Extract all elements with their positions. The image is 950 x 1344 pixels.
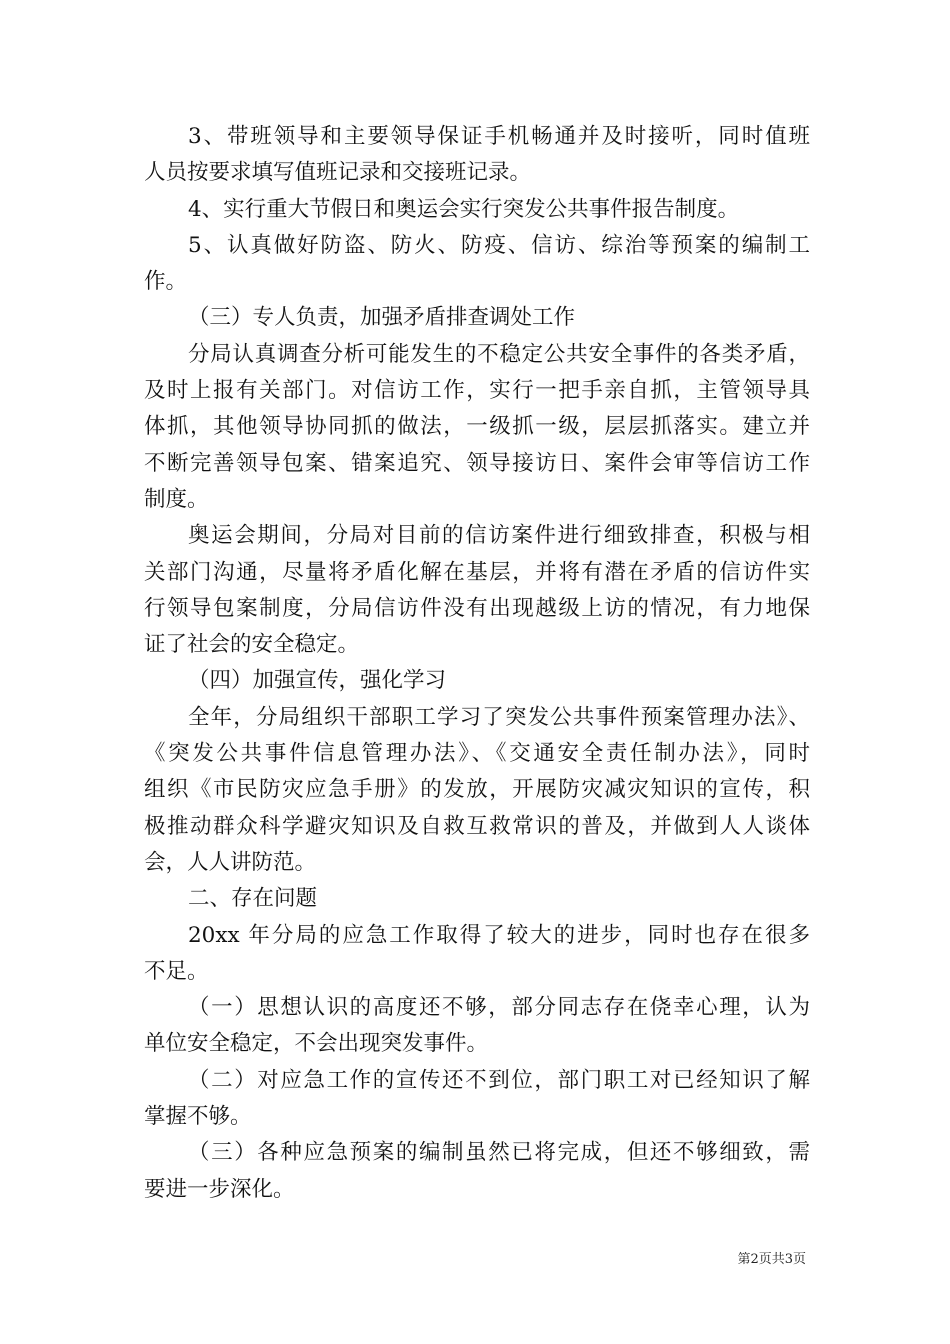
- text-line: 20xx 年分局的应急工作取得了较大的进步，同时也存在很多: [188, 922, 810, 948]
- text-line: 不足。: [144, 958, 209, 984]
- text-line: 全年，分局组织干部职工学习了突发公共事件预案管理办法》、: [188, 704, 810, 730]
- text-line: 分局认真调查分析可能发生的不稳定公共安全事件的各类矛盾，: [188, 341, 810, 367]
- text-line: 人员按要求填写值班记录和交接班记录。: [144, 160, 532, 186]
- text-line: 4、实行重大节假日和奥运会实行突发公共事件报告制度。: [188, 196, 740, 222]
- paragraph: [144, 192, 810, 228]
- text-line: （四）加强宣传，强化学习: [188, 668, 447, 694]
- paragraph: [144, 518, 810, 663]
- text-line: （一）思想认识的高度还不够，部分同志存在侥幸心理，认为: [188, 995, 810, 1021]
- paragraph: [144, 881, 810, 917]
- text-line: 3、带班领导和主要领导保证手机畅通并及时接听，同时值班: [188, 124, 810, 149]
- paragraph: [144, 700, 810, 881]
- text-line: （三）各种应急预案的编制虽然已将完成，但还不够细致，需: [188, 1140, 810, 1166]
- text-line: 关部门沟通，尽量将矛盾化解在基层，并将有潜在矛盾的信访件实: [144, 559, 810, 585]
- text-line: （二）对应急工作的宣传还不到位，部门职工对已经知识了解: [188, 1067, 810, 1093]
- text-line: 极推动群众科学避灾知识及自救互救常识的普及，并做到人人谈体: [144, 813, 810, 839]
- paragraph: [144, 300, 810, 336]
- text-line: （三）专人负责，加强矛盾排查调处工作: [188, 305, 576, 331]
- page-number: 第2页共3页: [737, 1252, 806, 1267]
- text-line: 掌握不够。: [144, 1104, 252, 1130]
- text-line: 证了社会的安全稳定。: [144, 632, 360, 658]
- paragraph: [144, 1135, 810, 1208]
- text-line: 体抓，其他领导协同抓的做法，一级抓一级，层层抓落实。建立并: [144, 414, 810, 440]
- text-line: 《突发公共事件信息管理办法》、《交通安全责任制办法》，同时: [144, 741, 810, 767]
- paragraph: [144, 918, 810, 991]
- paragraph: [144, 119, 810, 192]
- paragraph: [144, 1063, 810, 1136]
- paragraph: [144, 663, 810, 699]
- paragraph: [144, 337, 810, 518]
- paragraph: [144, 990, 810, 1063]
- text-line: 制度。: [144, 486, 209, 512]
- text-line: 要进一步深化。: [144, 1176, 295, 1202]
- document-body: [144, 119, 810, 1208]
- text-line: 及时上报有关部门。对信访工作，实行一把手亲自抓，主管领导具: [144, 378, 810, 404]
- text-line: 组织《市民防灾应急手册》的发放，开展防灾减灾知识的宣传，积: [144, 777, 810, 803]
- paragraph: [144, 228, 810, 301]
- text-line: 单位安全稳定，不会出现突发事件。: [144, 1031, 489, 1057]
- text-line: 行领导包案制度，分局信访件没有出现越级上访的情况，有力地保: [144, 595, 810, 621]
- text-line: 奥运会期间，分局对目前的信访案件进行细致排查，积极与相: [188, 523, 810, 549]
- text-line: 不断完善领导包案、错案追究、领导接访日、案件会审等信访工作: [144, 450, 810, 476]
- text-line: 二、存在问题: [188, 886, 318, 912]
- text-line: 作。: [144, 269, 188, 295]
- text-line: 5、认真做好防盗、防火、防疫、信访、综治等预案的编制工: [188, 232, 810, 258]
- text-line: 会，人人讲防范。: [144, 849, 317, 875]
